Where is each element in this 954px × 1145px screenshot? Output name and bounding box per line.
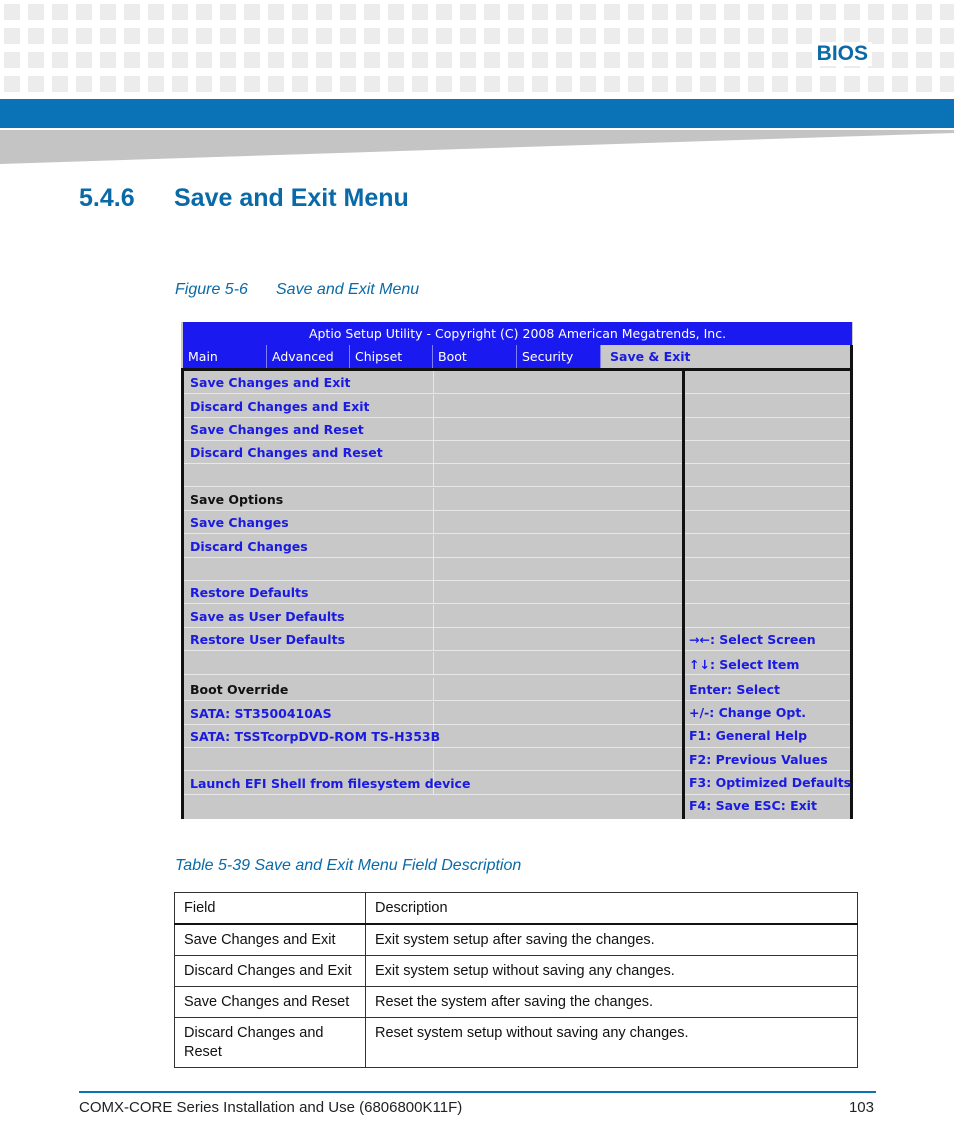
pattern-square — [172, 76, 188, 92]
bios-menu-item[interactable]: Save Changes and Reset — [190, 422, 364, 437]
pattern-square — [916, 52, 932, 68]
pattern-square — [532, 76, 548, 92]
pattern-square — [460, 76, 476, 92]
bios-help-text: +/-: Change Opt. — [689, 705, 807, 720]
field-cell: Save Changes and Exit — [175, 924, 366, 956]
pattern-square — [748, 76, 764, 92]
pattern-square — [364, 76, 380, 92]
pattern-square — [100, 28, 116, 44]
pattern-square — [508, 52, 524, 68]
bios-row-cell — [184, 748, 434, 770]
column-header-description: Description — [366, 893, 858, 925]
field-cell: Discard Changes and Exit — [175, 956, 366, 987]
pattern-square — [748, 4, 764, 20]
pattern-square — [676, 52, 692, 68]
bios-menu-item[interactable]: Launch EFI Shell from filesystem device — [190, 776, 471, 791]
bios-help-text: F2: Previous Values — [689, 752, 828, 767]
pattern-square — [460, 4, 476, 20]
bios-menu-row — [184, 395, 850, 418]
header-band — [0, 99, 954, 128]
pattern-square — [580, 76, 596, 92]
pattern-square — [652, 76, 668, 92]
pattern-square — [268, 76, 284, 92]
page-number: 103 — [848, 1099, 874, 1116]
pattern-square — [604, 76, 620, 92]
pattern-square — [172, 28, 188, 44]
pattern-square — [700, 4, 716, 20]
pattern-square — [868, 76, 884, 92]
pattern-square — [100, 52, 116, 68]
pattern-square — [292, 28, 308, 44]
bios-menu-row — [184, 605, 850, 628]
pattern-square — [76, 4, 92, 20]
pattern-square — [148, 4, 164, 20]
bios-screenshot — [181, 322, 853, 819]
bios-menu-row — [184, 464, 850, 487]
pattern-square — [556, 52, 572, 68]
pattern-square — [748, 28, 764, 44]
bios-menu-item[interactable]: Discard Changes and Reset — [190, 445, 383, 460]
bios-menu-item[interactable]: Restore Defaults — [190, 585, 309, 600]
pattern-square — [100, 4, 116, 20]
pattern-square — [196, 76, 212, 92]
bios-help-divider — [682, 368, 685, 819]
pattern-square — [76, 76, 92, 92]
pattern-square — [652, 52, 668, 68]
pattern-square — [940, 52, 954, 68]
pattern-square — [652, 4, 668, 20]
pattern-square — [772, 4, 788, 20]
pattern-square — [580, 28, 596, 44]
pattern-square — [316, 28, 332, 44]
pattern-square — [268, 28, 284, 44]
pattern-square — [196, 4, 212, 20]
bios-menu-item[interactable]: Save Changes and Exit — [190, 375, 351, 390]
description-cell: Exit system setup without saving any changes. — [366, 956, 858, 987]
bios-help-text: F4: Save ESC: Exit — [689, 798, 817, 813]
pattern-square — [772, 52, 788, 68]
pattern-square — [844, 4, 860, 20]
bios-menu-row — [184, 535, 850, 558]
pattern-square — [148, 28, 164, 44]
pattern-square — [772, 76, 788, 92]
pattern-square — [244, 4, 260, 20]
pattern-square — [28, 28, 44, 44]
pattern-square — [892, 76, 908, 92]
pattern-square — [364, 4, 380, 20]
pattern-square — [388, 52, 404, 68]
tab-save-exit[interactable]: Save & Exit — [601, 345, 852, 368]
pattern-square — [724, 52, 740, 68]
pattern-square — [412, 52, 428, 68]
pattern-square — [580, 52, 596, 68]
pattern-square — [628, 4, 644, 20]
pattern-square — [916, 28, 932, 44]
pattern-square — [412, 76, 428, 92]
pattern-square — [388, 4, 404, 20]
pattern-square — [508, 4, 524, 20]
table-row — [175, 956, 858, 987]
pattern-square — [196, 52, 212, 68]
bios-right-border — [850, 345, 853, 819]
pattern-square — [220, 4, 236, 20]
description-cell: Exit system setup after saving the changes. — [366, 924, 858, 956]
description-cell: Reset system setup without saving any changes. — [366, 1018, 858, 1068]
pattern-square — [700, 28, 716, 44]
tab-boot[interactable]: Boot — [433, 345, 517, 368]
pattern-row — [4, 4, 954, 20]
pattern-square — [724, 28, 740, 44]
table-row — [175, 924, 858, 956]
pattern-square — [340, 28, 356, 44]
chapter-label: BIOS — [813, 42, 872, 66]
pattern-square — [28, 76, 44, 92]
pattern-square — [28, 4, 44, 20]
bios-row-cell — [184, 558, 434, 580]
pattern-square — [364, 52, 380, 68]
bios-menu-row — [184, 488, 850, 511]
pattern-square — [628, 76, 644, 92]
bios-help-text: F1: General Help — [689, 728, 808, 743]
pattern-square — [940, 28, 954, 44]
tab-main[interactable]: Main — [183, 345, 267, 368]
field-cell: Save Changes and Reset — [175, 987, 366, 1018]
column-header-field: Field — [175, 893, 366, 925]
bios-section-label: Boot Override — [190, 682, 289, 697]
pattern-square — [580, 4, 596, 20]
pattern-row — [4, 76, 954, 92]
bios-menu-item[interactable]: SATA: TSSTcorpDVD-ROM TS-H353B — [190, 729, 441, 744]
pattern-square — [436, 76, 452, 92]
pattern-square — [676, 4, 692, 20]
pattern-square — [916, 4, 932, 20]
pattern-square — [4, 28, 20, 44]
bios-help-text: F3: Optimized Defaults — [689, 775, 852, 790]
pattern-square — [4, 52, 20, 68]
pattern-square — [868, 4, 884, 20]
bios-menu-item[interactable]: SATA: ST3500410AS — [190, 706, 332, 721]
pattern-square — [916, 76, 932, 92]
bios-row-cell — [184, 464, 434, 486]
pattern-square — [892, 28, 908, 44]
pattern-square — [316, 76, 332, 92]
pattern-square — [28, 52, 44, 68]
pattern-square — [532, 4, 548, 20]
table-row — [175, 1018, 858, 1068]
pattern-square — [556, 4, 572, 20]
field-description-table — [174, 892, 858, 1068]
table-caption: Table 5-39 Save and Exit Menu Field Description — [175, 857, 522, 874]
pattern-square — [556, 28, 572, 44]
pattern-square — [220, 28, 236, 44]
pattern-square — [292, 4, 308, 20]
pattern-square — [460, 28, 476, 44]
section-number: 5.4.6 — [79, 184, 135, 212]
pattern-square — [772, 28, 788, 44]
pattern-square — [244, 52, 260, 68]
pattern-square — [52, 76, 68, 92]
pattern-square — [700, 52, 716, 68]
pattern-square — [460, 52, 476, 68]
field-cell: Discard Changes and Reset — [175, 1018, 366, 1068]
pattern-square — [796, 4, 812, 20]
pattern-square — [412, 4, 428, 20]
pattern-square — [724, 4, 740, 20]
pattern-square — [676, 76, 692, 92]
pattern-square — [844, 76, 860, 92]
figure-title: Save and Exit Menu — [276, 281, 420, 298]
pattern-square — [76, 28, 92, 44]
pattern-square — [484, 28, 500, 44]
pattern-square — [508, 28, 524, 44]
pattern-square — [748, 52, 764, 68]
pattern-square — [244, 76, 260, 92]
bios-menu-item[interactable]: Save Changes — [190, 515, 289, 530]
pattern-square — [148, 76, 164, 92]
pattern-square — [484, 52, 500, 68]
pattern-square — [700, 76, 716, 92]
pattern-square — [244, 28, 260, 44]
pattern-square — [4, 76, 20, 92]
bios-menu-row — [184, 441, 850, 464]
pattern-square — [796, 52, 812, 68]
pattern-square — [628, 52, 644, 68]
bios-menu-row — [184, 418, 850, 441]
pattern-square — [172, 52, 188, 68]
pattern-row — [4, 52, 954, 68]
pattern-square — [52, 4, 68, 20]
pattern-square — [292, 76, 308, 92]
pattern-square — [604, 52, 620, 68]
pattern-square — [724, 76, 740, 92]
pattern-square — [892, 52, 908, 68]
description-cell: Reset the system after saving the changes. — [366, 987, 858, 1018]
pattern-square — [364, 28, 380, 44]
pattern-square — [484, 76, 500, 92]
pattern-square — [388, 76, 404, 92]
pattern-square — [340, 52, 356, 68]
pattern-square — [124, 76, 140, 92]
footer-doc-title: COMX-CORE Series Installation and Use (6806800K11F) — [79, 1099, 463, 1116]
tab-security[interactable]: Security — [517, 345, 601, 368]
pattern-square — [124, 4, 140, 20]
pattern-square — [436, 28, 452, 44]
bios-row-cell — [184, 652, 434, 674]
pattern-square — [940, 4, 954, 20]
pattern-square — [532, 52, 548, 68]
pattern-square — [52, 52, 68, 68]
bios-menu-item[interactable]: Discard Changes and Exit — [190, 399, 370, 414]
pattern-square — [604, 28, 620, 44]
pattern-square — [52, 28, 68, 44]
table-row — [175, 987, 858, 1018]
pattern-square — [220, 76, 236, 92]
pattern-square — [340, 76, 356, 92]
pattern-row — [4, 28, 954, 44]
pattern-square — [124, 52, 140, 68]
pattern-square — [220, 52, 236, 68]
pattern-square — [388, 28, 404, 44]
section-title: Save and Exit Menu — [174, 184, 409, 212]
pattern-square — [892, 4, 908, 20]
pattern-square — [316, 4, 332, 20]
pattern-square — [148, 52, 164, 68]
header-wedge — [0, 130, 954, 164]
bios-menu-row — [184, 558, 850, 581]
header-pattern — [0, 0, 954, 96]
pattern-square — [412, 28, 428, 44]
bios-help-text: ↑↓: Select Item — [689, 657, 800, 672]
pattern-square — [268, 4, 284, 20]
pattern-square — [76, 52, 92, 68]
pattern-square — [652, 28, 668, 44]
bios-help-text: →←: Select Screen — [689, 632, 816, 647]
pattern-square — [172, 4, 188, 20]
pattern-square — [796, 28, 812, 44]
bios-menu-item[interactable]: Discard Changes — [190, 539, 308, 554]
bios-menu-row — [184, 581, 850, 604]
pattern-square — [508, 76, 524, 92]
pattern-square — [532, 28, 548, 44]
pattern-square — [940, 76, 954, 92]
pattern-square — [100, 76, 116, 92]
bios-section-label: Save Options — [190, 492, 284, 507]
pattern-square — [484, 4, 500, 20]
pattern-square — [820, 4, 836, 20]
bios-title-bar: Aptio Setup Utility - Copyright (C) 2008 American Megatrends, Inc. — [183, 322, 852, 345]
bios-menu-item[interactable]: Restore User Defaults — [190, 632, 346, 647]
pattern-square — [628, 28, 644, 44]
footer-rule — [79, 1091, 876, 1093]
pattern-square — [556, 76, 572, 92]
pattern-square — [292, 52, 308, 68]
tab-chipset[interactable]: Chipset — [350, 345, 433, 368]
pattern-square — [796, 76, 812, 92]
pattern-square — [316, 52, 332, 68]
bios-menu-row — [184, 371, 850, 394]
bios-tab-bar — [183, 345, 852, 368]
pattern-square — [604, 4, 620, 20]
pattern-square — [268, 52, 284, 68]
figure-label: Figure 5-6 — [175, 281, 248, 298]
pattern-square — [436, 52, 452, 68]
tab-advanced[interactable]: Advanced — [267, 345, 350, 368]
bios-menu-row — [184, 511, 850, 534]
pattern-square — [436, 4, 452, 20]
pattern-square — [196, 28, 212, 44]
table-header-row — [175, 893, 858, 925]
bios-help-text: Enter: Select — [689, 682, 781, 697]
pattern-square — [676, 28, 692, 44]
pattern-square — [340, 4, 356, 20]
pattern-square — [4, 4, 20, 20]
pattern-square — [820, 76, 836, 92]
bios-menu-item[interactable]: Save as User Defaults — [190, 609, 345, 624]
pattern-square — [124, 28, 140, 44]
